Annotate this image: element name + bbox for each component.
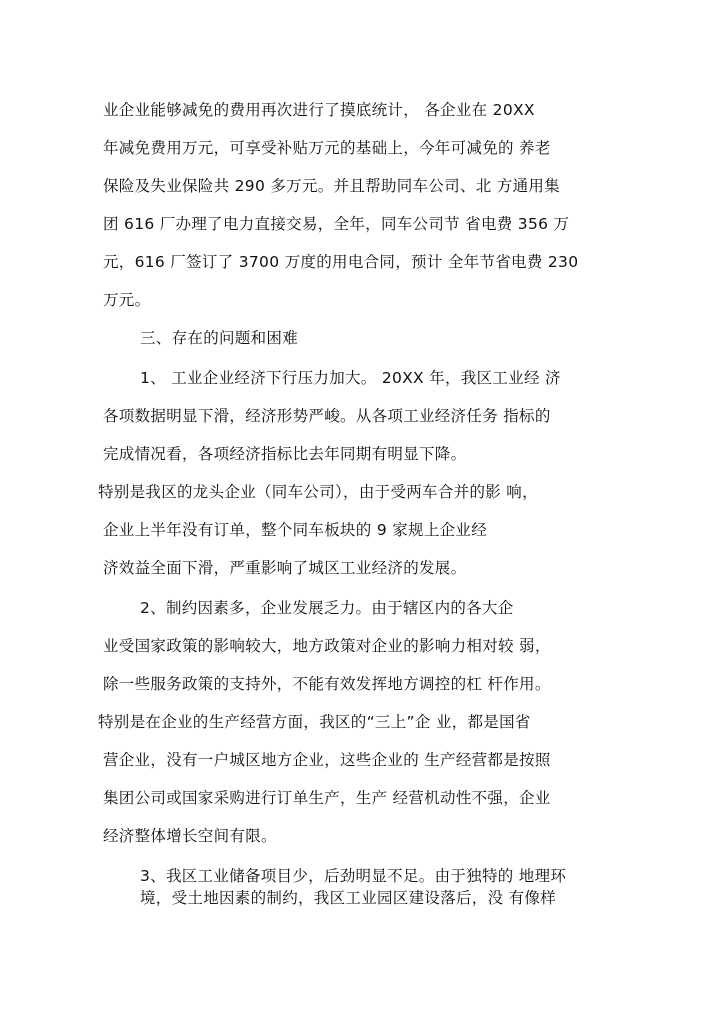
text-line: 团 616 厂办理了电力直接交易，全年，同车公司节 省电费 356 万 xyxy=(103,215,570,233)
text-line: 经济整体增长空间有限。 xyxy=(103,827,277,845)
text-line: 完成情况看，各项经济指标比去年同期有明显下降。 xyxy=(103,445,467,463)
paragraph-start: 2、制约因素多，企业发展乏力。由于辖区内的各大企 xyxy=(140,599,514,617)
text-line: 特别是我区的龙头企业（同车公司），由于受两车合并的影 响， xyxy=(98,483,538,501)
text-line: 境，受土地因素的制约，我区工业园区建设落后，没 有像样 xyxy=(140,889,557,907)
text-line: 集团公司或国家采购进行订单生产，生产 经营机动性不强，企业 xyxy=(103,789,551,807)
text-line: 企业上半年没有订单，整个同车板块的 9 家规上企业经 xyxy=(103,521,488,539)
text-line: 元，616 厂签订了 3700 万度的用电合同，预计 全年节省电费 230 xyxy=(103,253,579,271)
text-line: 特别是在企业的生产经营方面，我区的“三上”企 业，都是国省 xyxy=(98,713,531,731)
text-line: 济效益全面下滑，严重影响了城区工业经济的发展。 xyxy=(103,559,467,577)
text-line: 业受国家政策的影响较大，地方政策对企业的影响力相对较 弱， xyxy=(103,637,551,655)
text-line: 各项数据明显下滑，经济形势严峻。从各项工业经济任务 指标的 xyxy=(103,407,551,425)
text-line: 营企业，没有一户城区地方企业，这些企业的 生产经营都是按照 xyxy=(103,751,551,769)
text-line: 除一些服务政策的支持外，不能有效发挥地方调控的杠 杆作用。 xyxy=(103,675,551,693)
text-line: 年减免费用万元，可享受补贴万元的基础上，今年可减免的 养老 xyxy=(103,139,551,157)
paragraph-start: 3、我区工业储备项目少，后劲明显不足。由于独特的 地理环 xyxy=(140,867,567,885)
text-line: 业企业能够减免的费用再次进行了摸底统计， 各企业在 20XX xyxy=(103,101,535,119)
text-line: 保险及失业保险共 290 多万元。并且帮助同车公司、北 方通用集 xyxy=(103,177,560,195)
section-heading: 三、存在的问题和困难 xyxy=(140,329,299,347)
text-line: 万元。 xyxy=(103,291,151,309)
paragraph-start: 1、 工业企业经济下行压力加大。 20XX 年，我区工业经 济 xyxy=(140,369,561,387)
